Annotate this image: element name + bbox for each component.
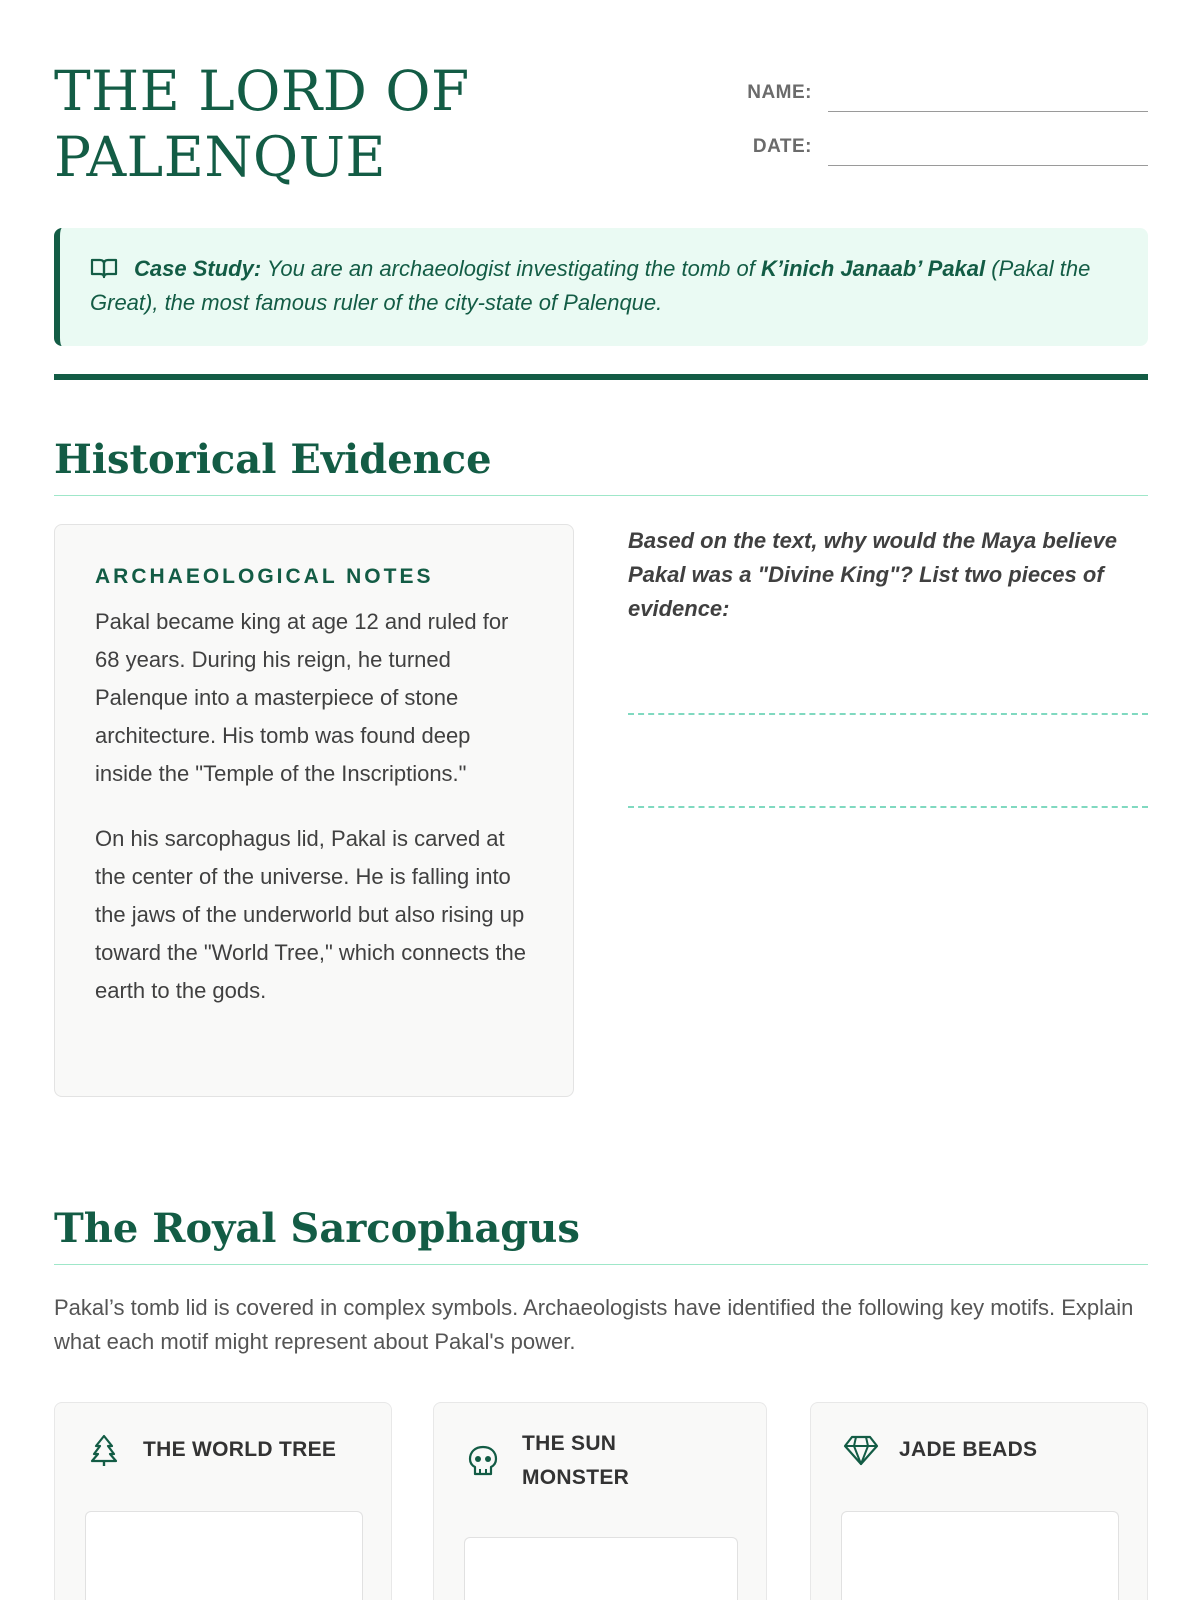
case-study-text-1: You are an archaeologist investigating the tomb of <box>261 256 761 281</box>
motif-card-sun-monster <box>433 1402 767 1600</box>
motif-label: THE WORLD TREE <box>143 1438 337 1461</box>
name-label: NAME: <box>747 82 812 103</box>
open-book-icon <box>90 255 118 277</box>
section-title-royal-sarcophagus: The Royal Sarcophagus <box>54 1205 1148 1265</box>
answer-line-2[interactable] <box>628 806 1148 808</box>
title-line-1: THE LORD OF <box>54 59 470 123</box>
answer-line-1[interactable] <box>628 713 1148 715</box>
motif-label: THE SUN MONSTER <box>522 1432 630 1489</box>
case-study-text-2: (Pakal the Great), the most famous ruler of the city-state of Palenque. <box>90 256 1091 315</box>
motif-card-world-tree <box>54 1402 392 1600</box>
archaeological-notes-box <box>54 524 574 1097</box>
page-title <box>54 58 614 190</box>
name-field-row <box>700 72 1148 112</box>
notes-paragraph: Pakal became king at age 12 and ruled for 68 years. During his reign, he turned Palenque into a masterpiece of stone architecture. His tomb was found deep inside the "Temple of the Inscriptions." <box>95 609 509 786</box>
skull-icon <box>466 1444 500 1478</box>
section-title-historical-evidence: Historical Evidence <box>54 436 1148 496</box>
header-divider <box>54 374 1148 380</box>
notes-paragraph: On his sarcophagus lid, Pakal is carved at the center of the universe. He is falling into the jaws of the underworld but also rising up toward the "World Tree," which connects the earth to the gods. <box>95 826 526 1003</box>
case-study-lead: Case Study: <box>134 256 262 281</box>
motif-answer-box[interactable] <box>841 1511 1119 1600</box>
date-label: DATE: <box>752 136 812 157</box>
notes-heading: ARCHAEOLOGICAL NOTES <box>95 565 434 588</box>
name-input-line[interactable] <box>828 80 1148 112</box>
gem-icon <box>843 1433 877 1467</box>
date-input-line[interactable] <box>828 134 1148 166</box>
motif-card-jade-beads <box>810 1402 1148 1600</box>
motif-label: JADE BEADS <box>899 1438 1038 1461</box>
ruler-name: K’inich Janaab’ Pakal <box>760 256 986 281</box>
title-line-2: PALENQUE <box>54 125 387 189</box>
motif-answer-box[interactable] <box>464 1537 738 1600</box>
tree-icon <box>87 1433 121 1467</box>
motif-answer-box[interactable] <box>85 1511 363 1600</box>
evidence-question: Based on the text, why would the Maya believe Pakal was a "Divine King"? List two pieces of evidence: <box>628 528 1118 621</box>
date-field-row <box>700 126 1148 166</box>
sarcophagus-intro: Pakal’s tomb lid is covered in complex symbols. Archaeologists have identified the following key motifs. Explain what each motif might represent about Pakal's power. <box>54 1295 1134 1354</box>
case-study-callout <box>54 228 1148 346</box>
